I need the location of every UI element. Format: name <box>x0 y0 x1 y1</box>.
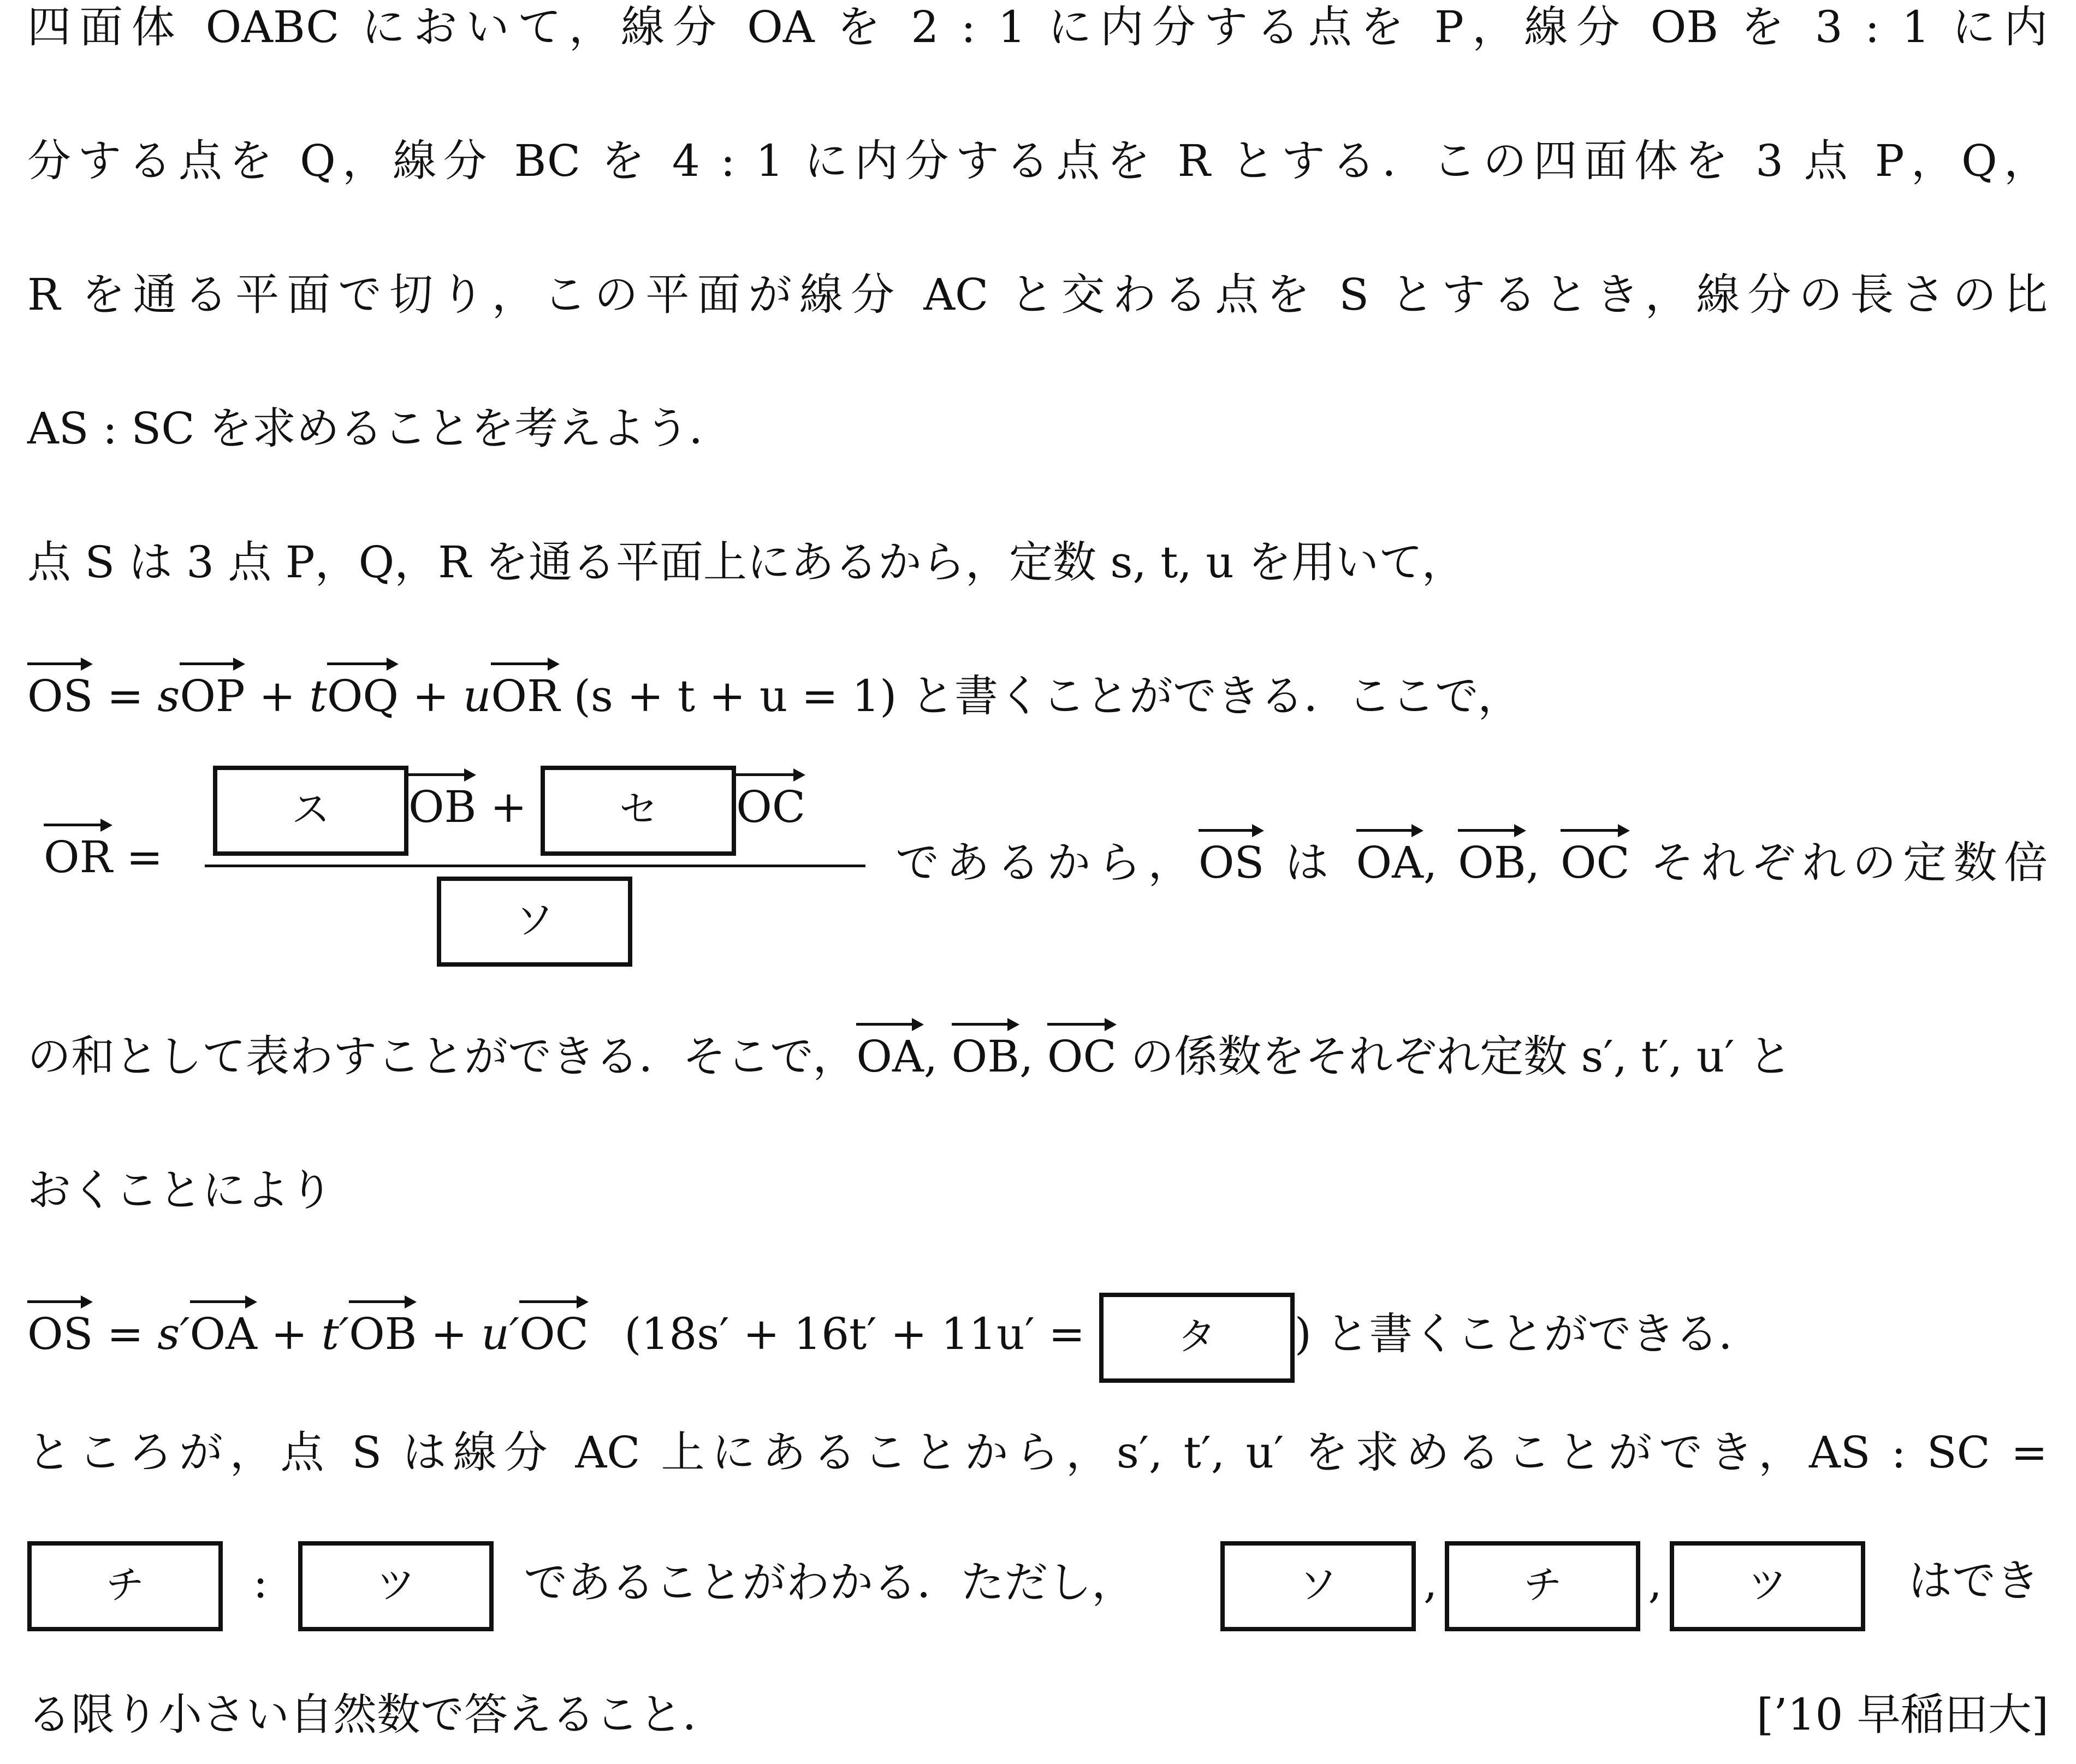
problem-line-13: る限り小さい自然数で答えること． <box>27 1689 726 1740</box>
source-citation: [’10 早稲田大] <box>1756 1689 2049 1740</box>
ratio-colon: : <box>253 1557 268 1608</box>
vector-ob: OB <box>1458 817 1526 885</box>
vector-op: OP <box>180 650 245 718</box>
os-mid: は <box>1264 837 1356 888</box>
vector-os: OS <box>27 1288 93 1356</box>
answer-box-so[interactable]: ソ <box>437 877 632 967</box>
plus-sign: + <box>490 782 527 832</box>
answer-boxes-group <box>1220 1537 1865 1631</box>
constraint: (s + t + u = 1) <box>560 671 897 721</box>
problem-line-9: おくことにより <box>27 1165 333 1216</box>
equation-os-abc <box>27 1289 2048 1382</box>
vector-oq: OQ <box>327 650 399 718</box>
or-tail: それぞれの定数倍 <box>1629 837 2048 888</box>
answer-box-tsu[interactable]: ツ <box>298 1541 494 1631</box>
problem-line-1: 四面体 OABC において，線分 OA を 2 : 1 に内分する点を P，線分 OB を 3 : 1 に内 <box>27 2 2048 52</box>
equals-sign: = <box>93 671 158 721</box>
coef-u-prime: + u′ <box>417 1309 520 1359</box>
or-explanation <box>895 836 2048 890</box>
coef-s: s <box>157 671 180 721</box>
comma: , <box>1019 1031 1034 1082</box>
vector-ob: OB <box>349 1288 417 1356</box>
answer-box-so-ref[interactable]: ソ <box>1220 1541 1416 1631</box>
problem-line-5: 点 S は 3 点 P，Q，R を通る平面上にあるから，定数 s, t, u を用いて， <box>27 537 1466 588</box>
coef-s-prime: s′ <box>157 1309 190 1359</box>
coef-t-prime: + t′ <box>257 1309 349 1359</box>
answer-box-se[interactable]: セ <box>541 766 736 856</box>
eq1-tail: と書くことができる．ここで， <box>897 671 1522 721</box>
vector-oa: OA <box>1356 817 1423 885</box>
vector-oc: OC <box>736 761 805 829</box>
comma: , <box>923 1031 938 1082</box>
or-suffix: であるから， <box>895 837 1199 888</box>
answer-box-chi-ref[interactable]: チ <box>1445 1541 1640 1631</box>
problem-line-2: 分する点を Q，線分 BC を 4 : 1 に内分する点を R とする．この四面体を 3 点 P，Q， <box>27 135 2048 186</box>
problem-line-4: AS : SC を求めることを考えよう． <box>27 403 733 454</box>
answer-box-ta[interactable]: タ <box>1099 1293 1295 1383</box>
equals-sign: = <box>93 1309 158 1359</box>
vector-oc: OC <box>1561 817 1630 885</box>
comma: , <box>1648 1557 1662 1608</box>
line8-a: の和として表わすことができる．そこで， <box>27 1031 857 1082</box>
vector-ob: OB <box>408 761 476 829</box>
fraction-bar <box>205 865 865 867</box>
comma: , <box>1526 837 1540 888</box>
vector-or: OR <box>491 650 560 718</box>
eq2-close: ) と書くことができる． <box>1294 1309 1763 1359</box>
vector-oc: OC <box>519 1288 589 1356</box>
comma: , <box>1423 1557 1438 1608</box>
line8-b: の係数をそれぞれ定数 s′, t′, u′ と <box>1116 1031 1792 1082</box>
vector-oc: OC <box>1047 1011 1117 1079</box>
vector-os: OS <box>1199 817 1264 885</box>
answer-box-su[interactable]: ス <box>213 766 408 856</box>
vector-os: OS <box>27 650 93 718</box>
problem-line-3: R を通る平面で切り，この平面が線分 AC と交わる点を S とするとき，線分の長さの比 <box>27 269 2048 320</box>
vector-oa: OA <box>856 1011 923 1079</box>
coef-u: + u <box>398 671 491 721</box>
fraction-denominator <box>437 877 632 967</box>
eq2-paren: (18s′ + 16t′ + 11u′ = <box>624 1309 1086 1359</box>
answer-box-tsu-ref[interactable]: ツ <box>1670 1541 1865 1631</box>
vector-oa: OA <box>190 1288 257 1356</box>
line12-a: であることがわかる．ただし， <box>524 1557 1136 1608</box>
answer-ratio-line <box>27 1537 1135 1631</box>
or-lhs <box>44 830 163 885</box>
fraction-numerator <box>213 762 805 856</box>
equation-os-spq <box>27 669 2048 729</box>
equals-sign: = <box>126 832 163 883</box>
answer-box-chi[interactable]: チ <box>27 1541 223 1631</box>
coef-t: + t <box>245 671 327 721</box>
vector-or: OR <box>44 812 112 879</box>
line12-b: はでき <box>1908 1555 2039 1606</box>
problem-line-8 <box>27 1029 2048 1090</box>
vector-ob: OB <box>952 1011 1019 1079</box>
comma: , <box>1423 837 1438 888</box>
problem-line-11: ところが，点 S は線分 AC 上にあることから，s′, t′, u′ を求めることができ，AS : SC = <box>27 1427 2048 1478</box>
